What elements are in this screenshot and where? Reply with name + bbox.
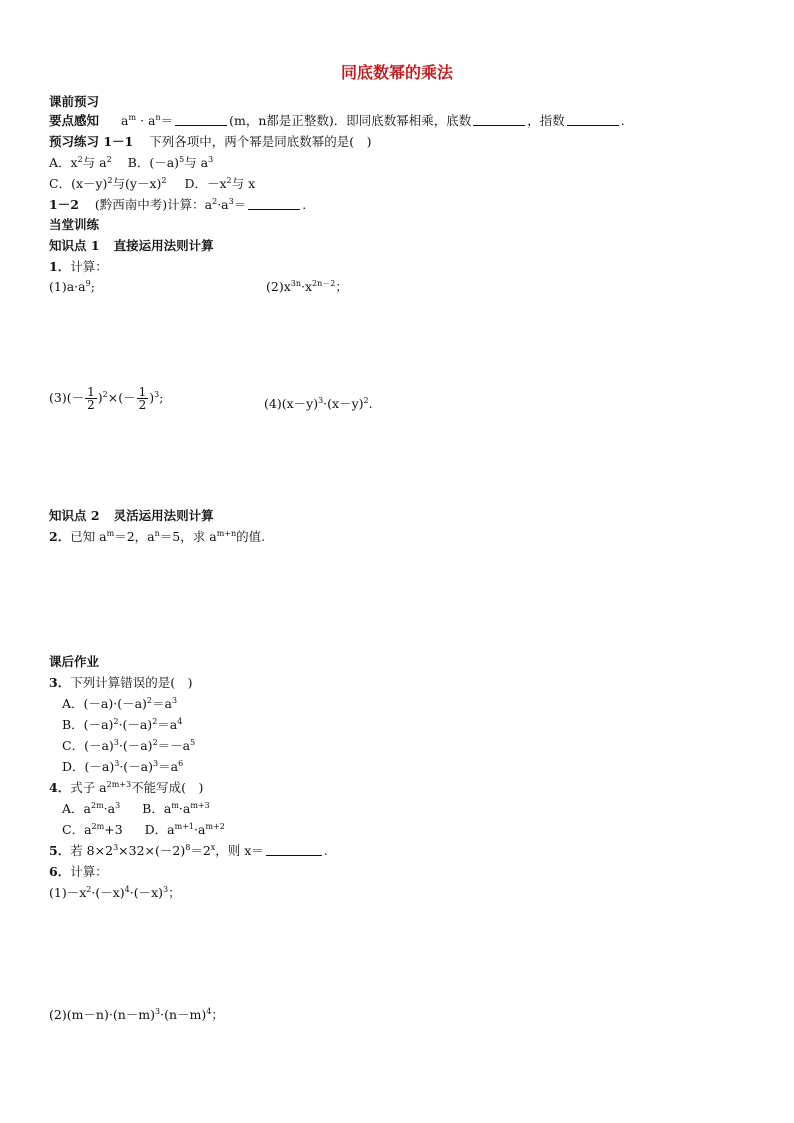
practice-1-1: 预习练习 1－1 下列各项中，两个幂是同底数幂的是( ) [49, 134, 372, 149]
question-3-option-b: B．$(-a)^2\cdot(-a)^2=a^4$ [62, 717, 183, 732]
practice-1-2: 1－2 (黔西南中考)计算：$a^2\cdot a^3=$ . [49, 197, 307, 212]
section-homework: 课后作业 [49, 654, 100, 669]
question-1-2: $(2)x^{3n}\cdot x^{2n-2}$； [266, 279, 348, 294]
question-5: 5．若 $8\times 2^3\times 32\times(-2)^8=2^x$，则 x＝ . [49, 843, 328, 858]
answer-blank[interactable] [175, 113, 227, 126]
question-2: 2．已知 $a^m=2$，$a^n=5$，求 $a^{m+n}$的值. [49, 529, 266, 544]
key-point-line: 要点感知 $a^m \cdot a^n= (m$，n都是正整数)．即同底数幂相乘，底数 ，指数 . [49, 113, 625, 128]
knowledge-point-1: 知识点 1 直接运用法则计算 [49, 238, 214, 253]
question-3-option-a: A．$(-a)\cdot(-a)^2=a^3$ [62, 696, 178, 711]
practice-1-1-options-cd: C．$(x-y)^2$与$(y-x)^2$ D．$-x^2$与 x [49, 176, 256, 191]
practice-1-1-options-ab: A．$x^2$与 $a^2$ B．$(-a)^5$与 $a^3$ [49, 155, 214, 170]
knowledge-point-2: 知识点 2 灵活运用法则计算 [49, 508, 214, 523]
question-3-option-d: D．$(-a)^3\cdot(-a)^3=a^6$ [62, 759, 184, 774]
answer-blank[interactable] [473, 113, 525, 126]
fraction: $\frac{1}{2}$ [138, 385, 147, 412]
question-3: 3．下列计算错误的是( ) [49, 675, 193, 690]
question-6: 6．计算： [49, 864, 108, 879]
question-1-1: $(1)a\cdot a^9$; [49, 279, 95, 294]
section-preview: 课前预习 [49, 94, 100, 109]
answer-blank[interactable] [248, 197, 300, 210]
question-1-4: $(4)(x-y)^3\cdot(x-y)^2$. [264, 396, 373, 411]
question-6-2: $(2)(m-n)\cdot(n-m)^3\cdot(n-m)^4$； [49, 1007, 224, 1022]
question-6-1: $(1)-x^2\cdot(-x)^4\cdot(-x)^3$； [49, 885, 181, 900]
question-1-3: (3)(－ $\frac{1}{2}$ )$^2$×(－ $\frac{1}{2}$ )$^3$; [49, 385, 164, 412]
fraction: $\frac{1}{2}$ [87, 385, 95, 412]
answer-blank[interactable] [567, 113, 619, 126]
question-1: 1．计算： [49, 259, 108, 274]
question-4-options-cd: C．$a^{2m}+3$ D．$a^{m+1}\cdot a^{m+2}$ [62, 822, 225, 837]
question-4: 4．式子 $a^{2m+3}$不能写成( ) [49, 780, 204, 795]
section-class-training: 当堂训练 [49, 217, 100, 232]
answer-blank[interactable] [266, 843, 322, 856]
question-3-option-c: C．$(-a)^3\cdot(-a)^2=-a^5$ [62, 738, 196, 753]
question-4-options-ab: A．$a^{2m}\cdot a^3$ B．$a^m\cdot a^{m+3}$ [62, 801, 210, 816]
page-title: 同底数幂的乘法 [340, 63, 453, 82]
key-point-label: 要点感知 [49, 113, 100, 128]
